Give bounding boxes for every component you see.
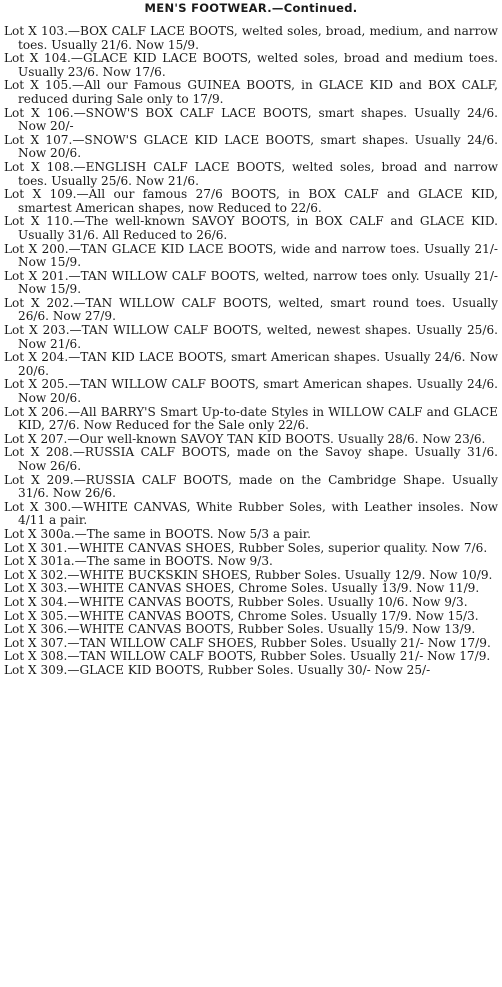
lot-entry	[4, 569, 498, 583]
lot-text: Lot X 207.—Our well-known SAVOY TAN KID BOOTS. Usually 28/6. Now 23/6.	[4, 431, 486, 446]
lot-entry	[4, 582, 498, 596]
lot-entry	[4, 134, 498, 161]
lot-entry	[4, 324, 498, 351]
lot-text: Lot X 302.—WHITE BUCKSKIN SHOES, Rubber Soles. Usually 12/9. Now 10/9.	[4, 567, 493, 582]
lot-entry	[4, 474, 498, 501]
lot-entry	[4, 555, 498, 569]
lot-text: Lot X 303.—WHITE CANVAS SHOES, Chrome Soles. Usually 13/9. Now 11/9.	[4, 581, 480, 596]
lot-entry	[4, 378, 498, 405]
lot-text: Lot X 200.—TAN GLACE KID LACE BOOTS, wide and narrow toes. Usually 21/- Now 15/9.	[4, 241, 498, 270]
lot-text: Lot X 205.—TAN WILLOW CALF BOOTS, smart American shapes. Usually 24/6. Now 20/6.	[4, 377, 498, 406]
lot-text: Lot X 104.—GLACE KID LACE BOOTS, welted soles, broad and medium toes. Usually 23/6. Now 17/6.	[4, 51, 498, 79]
lot-text: Lot X 208.—RUSSIA CALF BOOTS, made on the Savoy shape. Usually 31/6. Now 26/6.	[4, 445, 498, 473]
lot-entry	[4, 650, 498, 664]
lot-entry	[4, 610, 498, 624]
lot-text: Lot X 106.—SNOW'S BOX CALF LACE BOOTS, smart shapes. Usually 24/6. Now 20/-	[4, 105, 498, 134]
lot-entry	[4, 297, 498, 324]
lot-text: Lot X 309.—GLACE KID BOOTS, Rubber Soles. Usually 30/- Now 25/-	[4, 662, 431, 677]
lot-entry	[4, 623, 498, 637]
lot-entry	[4, 501, 498, 528]
lot-entry	[4, 637, 498, 651]
lot-entry	[4, 542, 498, 556]
lot-entry	[4, 79, 498, 106]
lot-text: Lot X 204.—TAN KID LACE BOOTS, smart American shapes. Usually 24/6. Now 20/6.	[4, 350, 498, 378]
lot-text: Lot X 107.—SNOW'S GLACE KID LACE BOOTS, smart shapes. Usually 24/6. Now 20/6.	[4, 132, 498, 161]
lot-text: Lot X 308.—TAN WILLOW CALF BOOTS, Rubber Soles. Usually 21/- Now 17/9.	[4, 649, 491, 664]
lot-text: Lot X 301.—WHITE CANVAS SHOES, Rubber Soles, superior quality. Now 7/6.	[4, 540, 488, 555]
lot-text: Lot X 202.—TAN WILLOW CALF BOOTS, welted, smart round toes. Usually 26/6. Now 27/9.	[4, 295, 498, 324]
lot-entry	[4, 243, 498, 270]
lot-entry	[4, 433, 498, 447]
lot-entry	[4, 52, 498, 79]
lot-entry	[4, 25, 498, 52]
lot-entry	[4, 528, 498, 542]
lot-text: Lot X 304.—WHITE CANVAS BOOTS, Rubber Soles. Usually 10/6. Now 9/3.	[4, 594, 468, 609]
lot-entry	[4, 406, 498, 433]
lot-list	[4, 25, 498, 678]
lot-text: Lot X 300.—WHITE CANVAS, White Rubber Soles, with Leather insoles. Now 4/11 a pair.	[4, 499, 498, 528]
lot-text: Lot X 201.—TAN WILLOW CALF BOOTS, welted, narrow toes only. Usually 21/- Now 15/9.	[4, 268, 498, 297]
lot-text: Lot X 305.—WHITE CANVAS BOOTS, Chrome Soles. Usually 17/9. Now 15/3.	[4, 608, 479, 623]
lot-text: Lot X 109.—All our famous 27/6 BOOTS, in BOX CALF and GLACE KID, smartest American shapes, now Reduced to 22/6.	[4, 187, 498, 215]
lot-text: Lot X 209.—RUSSIA CALF BOOTS, made on the Cambridge Shape. Usually 31/6. Now 26/6.	[4, 472, 498, 501]
lot-entry	[4, 351, 498, 378]
lot-text: Lot X 103.—BOX CALF LACE BOOTS, welted soles, broad, medium, and narrow toes. Usually 21/6. Now 15/9.	[4, 24, 498, 52]
lot-entry	[4, 596, 498, 610]
lot-entry	[4, 270, 498, 297]
lot-text: Lot X 110.—The well-known SAVOY BOOTS, in BOX CALF and GLACE KID. Usually 31/6. All Reduced to 26/6.	[4, 214, 498, 242]
lot-text: Lot X 301a.—The same in BOOTS. Now 9/3.	[4, 554, 273, 569]
lot-text: Lot X 203.—TAN WILLOW CALF BOOTS, welted, newest shapes. Usually 25/6. Now 21/6.	[4, 323, 498, 351]
lot-entry	[4, 446, 498, 473]
lot-entry	[4, 188, 498, 215]
lot-entry	[4, 107, 498, 134]
section-heading: MEN'S FOOTWEAR.—Continued.	[144, 1, 358, 15]
lot-entry	[4, 215, 498, 242]
lot-text: Lot X 307.—TAN WILLOW CALF SHOES, Rubber Soles. Usually 21/- Now 17/9.	[4, 635, 491, 650]
lot-text: Lot X 206.—All BARRY'S Smart Up-to-date Styles in WILLOW CALF and GLACE KID, 27/6. Now Reduced for the Sale only 22/6.	[4, 404, 498, 433]
lot-entry	[4, 664, 498, 678]
lot-text: Lot X 306.—WHITE CANVAS BOOTS, Rubber Soles. Usually 15/9. Now 13/9.	[4, 622, 476, 637]
lot-entry	[4, 161, 498, 188]
lot-text: Lot X 108.—ENGLISH CALF LACE BOOTS, welted soles, broad and narrow toes. Usually 25/6. Now 21/6.	[4, 159, 498, 188]
lot-text: Lot X 300a.—The same in BOOTS. Now 5/3 a pair.	[4, 526, 312, 541]
lot-text: Lot X 105.—All our Famous GUINEA BOOTS, in GLACE KID and BOX CALF, reduced during Sale only to 17/9.	[4, 78, 498, 106]
